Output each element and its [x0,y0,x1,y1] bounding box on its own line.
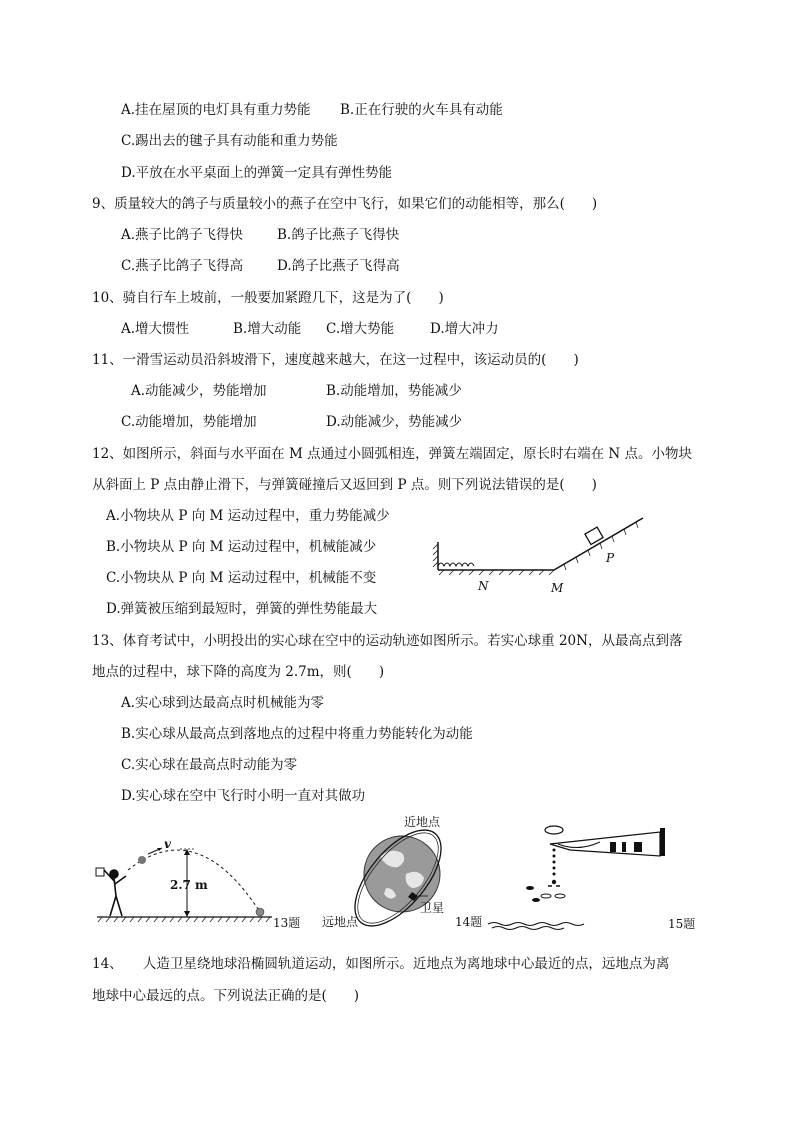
q8-option-b: B.正在行驶的火车具有动能 [340,102,503,118]
q11-option-c: C.动能增加，势能增加 [121,414,257,430]
q13-option-b: B.实心球从最高点到落地点的过程中将重力势能转化为动能 [121,726,473,742]
q14-stem-line2: 地球中心最远的点。下列说法正确的是( ) [92,988,360,1004]
q13-option-c: C.实心球在最高点时动能为零 [121,757,298,773]
q14-figure [320,812,520,932]
perigee-label: 近地点 [404,815,441,829]
q10-option-a: A.增大惯性 [121,321,190,337]
q11-option-d: D.动能减少，势能减少 [326,414,463,430]
apogee-label: 远地点 [322,915,359,929]
q11-option-a: A.动能减少，势能增加 [131,383,267,399]
q12-stem-line1: 12、如图所示，斜面与水平面在 M 点通过小圆弧相连，弹簧左端固定，原长时右端在 N 点。小物块 [92,446,692,462]
q13-stem-line1: 13、体育考试中，小明投出的实心球在空中的运动轨迹如图所示。若实心球重 20N，从最高点到落 [92,633,683,649]
q12-stem-line2: 从斜面上 P 点由静止滑下，与弹簧碰撞后又返回到 P 点。则下列说法错误的是( ) [92,477,597,493]
q11-option-b: B.动能增加，势能减少 [326,383,462,399]
label-n: N [478,579,489,593]
q8-option-d: D.平放在水平桌面上的弹簧一定具有弹性势能 [121,165,393,181]
figure-13-caption: 13题 [273,916,301,930]
q9-option-a: A.燕子比鸽子飞得快 [121,227,244,243]
q15-figure [510,820,705,935]
q9-option-b: B.鸽子比燕子飞得快 [277,227,400,243]
q12-figure [430,512,650,597]
figure-15-caption: 15题 [668,917,696,931]
drop-trail [552,849,556,885]
athlete-figure [100,870,126,916]
q10-option-b: B.增大动能 [233,321,302,337]
q14-stem-line1: 14、 人造卫星绕地球沿椭圆轨道运动，如图所示。近地点为离地球中心最近的点，远地点为离 [92,956,670,972]
q10-option-c: C.增大势能 [326,321,395,337]
q9-stem: 9、质量较大的鸽子与质量较小的燕子在空中飞行，如果它们的动能相等，那么( ) [92,196,598,212]
q8-option-c: C.踢出去的毽子具有动能和重力势能 [121,133,338,149]
q10-option-d: D.增大冲力 [430,321,499,337]
q12-option-c: C.小物块从 P 向 M 运动过程中，机械能不变 [106,570,377,586]
label-p: P [606,551,615,565]
q11-stem: 11、一滑雪运动员沿斜坡滑下，速度越来越大，在这一过程中，该运动员的( ) [92,352,579,368]
satellite-label: 卫星 [420,901,445,915]
q13-option-a: A.实心球到达最高点时机械能为零 [121,695,325,711]
velocity-label: v [164,837,171,851]
figure-14-caption: 14题 [455,915,483,929]
spring-shape [438,563,474,566]
q9-option-d: D.鸽子比燕子飞得高 [277,258,400,274]
height-label: 2.7 m [170,878,208,892]
q8-option-a: A.挂在屋顶的电灯具有重力势能 [121,102,311,118]
q10-stem: 10、骑自行车上坡前，一般要加紧蹬几下，这是为了( ) [92,290,444,306]
q13-option-d: D.实心球在空中飞行时小明一直对其做功 [121,788,366,804]
q13-stem-line2: 地点的过程中，球下降的高度为 2.7m，则( ) [92,664,385,680]
q12-option-d: D.弹簧被压缩到最短时，弹簧的弹性势能最大 [106,601,378,617]
label-m: M [551,581,564,595]
q9-option-c: C.燕子比鸽子飞得高 [121,258,244,274]
q12-option-a: A.小物块从 P 向 M 运动过程中，重力势能减少 [106,508,390,524]
block-shape [585,527,603,544]
q12-option-b: B.小物块从 P 向 M 运动过程中，机械能减少 [106,539,377,555]
q13-figure [92,830,307,935]
